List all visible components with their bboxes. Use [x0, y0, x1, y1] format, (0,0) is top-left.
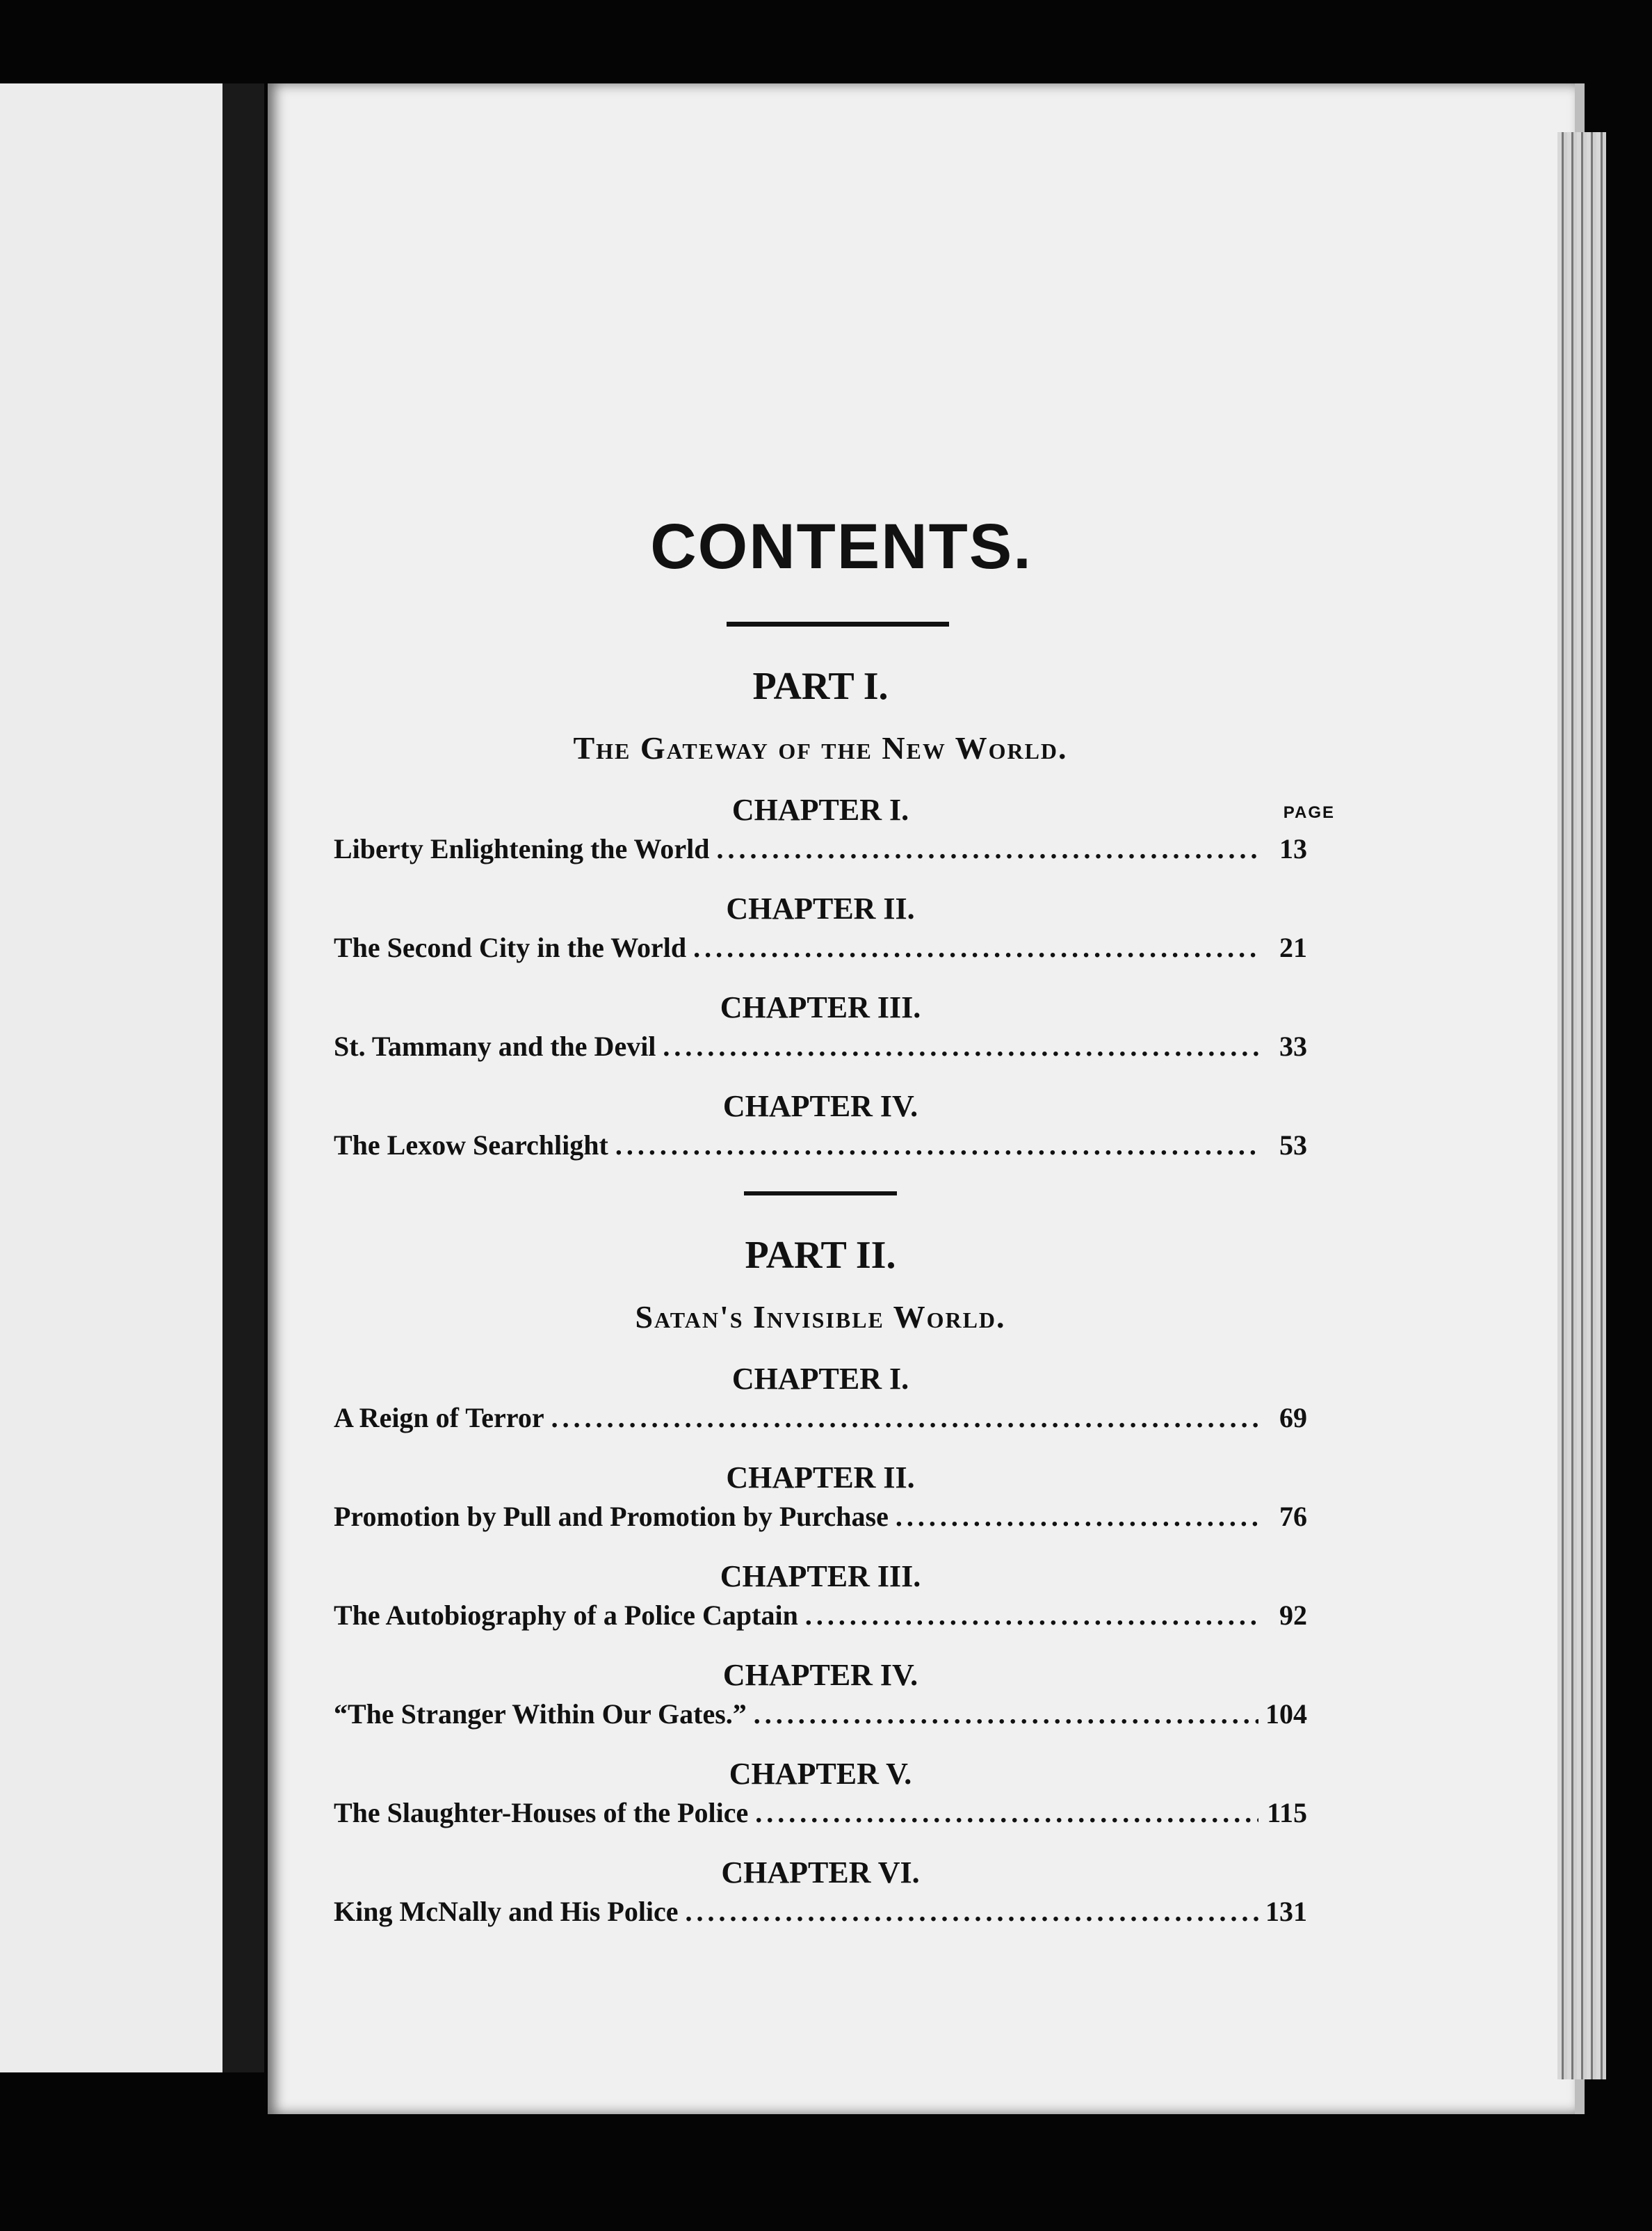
chapter-heading: CHAPTER III. — [720, 1559, 921, 1593]
page-title: CONTENTS. — [650, 511, 1032, 582]
dot-leader — [686, 1898, 1258, 1926]
part-subtitle: The Gateway of the New World. — [573, 730, 1068, 766]
entry-page: 115 — [1267, 1797, 1307, 1828]
part-divider-rule — [744, 1191, 897, 1195]
book-gutter — [222, 83, 264, 2072]
entry-title: The Slaughter-Houses of the Police — [334, 1797, 749, 1828]
toc-entry[interactable] — [334, 1131, 1307, 1159]
chapter-heading: CHAPTER I. — [731, 793, 909, 827]
chapter-heading: CHAPTER VI. — [721, 1855, 920, 1890]
part-1 — [334, 665, 1335, 1161]
dot-leader — [755, 1799, 1258, 1827]
dot-leader — [716, 835, 1258, 863]
part-heading: PART I. — [752, 665, 889, 708]
part-subtitle: Satan's Invisible World. — [635, 1299, 1006, 1335]
entry-page: 21 — [1279, 932, 1307, 963]
entry-page: 76 — [1279, 1501, 1307, 1532]
entry-page: 104 — [1265, 1698, 1307, 1730]
chapter-heading: CHAPTER V. — [729, 1757, 912, 1791]
toc-entry[interactable] — [334, 1033, 1307, 1061]
toc-entry[interactable] — [334, 1799, 1307, 1827]
part-heading: PART II. — [745, 1234, 896, 1277]
part-2 — [334, 1236, 1307, 1926]
entry-title: The Lexow Searchlight — [334, 1129, 608, 1161]
entry-title: King McNally and His Police — [334, 1896, 679, 1927]
toc-entry[interactable] — [334, 1404, 1307, 1432]
page-edges — [1557, 132, 1606, 2079]
chapter-heading: CHAPTER II. — [726, 1460, 915, 1495]
page-column-label: PAGE — [1283, 803, 1335, 822]
left-page — [0, 83, 229, 2072]
dot-leader — [663, 1033, 1258, 1061]
entry-page: 92 — [1279, 1600, 1307, 1631]
entry-page: 53 — [1279, 1129, 1307, 1161]
dot-leader — [693, 934, 1258, 962]
entry-title: “The Stranger Within Our Gates.” — [334, 1698, 747, 1730]
chapter-heading: CHAPTER IV. — [722, 1658, 918, 1692]
entry-title: The Second City in the World — [334, 932, 687, 963]
entry-page: 33 — [1279, 1031, 1307, 1062]
toc-entry[interactable] — [334, 1503, 1307, 1531]
table-of-contents — [334, 511, 1335, 1927]
entry-title: A Reign of Terror — [334, 1402, 544, 1433]
chapter-heading: CHAPTER III. — [720, 990, 921, 1024]
dot-leader — [551, 1404, 1258, 1432]
dot-leader — [754, 1700, 1258, 1728]
chapter-heading: CHAPTER II. — [726, 892, 915, 926]
entry-title: St. Tammany and the Devil — [334, 1031, 656, 1062]
entry-title: Promotion by Pull and Promotion by Purchase — [334, 1501, 889, 1532]
entry-title: The Autobiography of a Police Captain — [334, 1600, 798, 1631]
toc-entry[interactable] — [334, 1700, 1307, 1728]
chapter-heading: CHAPTER IV. — [722, 1089, 918, 1123]
title-rule — [727, 622, 949, 627]
toc-entry[interactable] — [334, 1602, 1307, 1629]
dot-leader — [805, 1602, 1258, 1629]
dot-leader — [896, 1503, 1258, 1531]
chapter-heading: CHAPTER I. — [731, 1362, 909, 1396]
toc-entry[interactable] — [334, 1898, 1307, 1926]
entry-page: 131 — [1265, 1896, 1307, 1927]
entry-page: 13 — [1279, 833, 1307, 864]
toc-entry[interactable] — [334, 934, 1307, 962]
entry-page: 69 — [1279, 1402, 1307, 1433]
entry-title: Liberty Enlightening the World — [334, 833, 710, 864]
dot-leader — [615, 1131, 1258, 1159]
